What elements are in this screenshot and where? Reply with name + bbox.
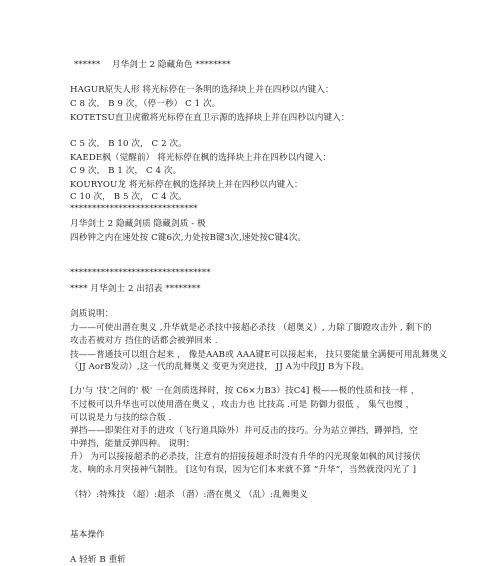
doc-line-kouryou-input: C 10 次， B 5 次， C 4 次。 bbox=[70, 192, 187, 202]
doc-line-extreme-summary: 可以说是力与技的综合版 . bbox=[70, 413, 172, 423]
doc-heading-style-description: 剑质说明： bbox=[70, 309, 114, 319]
doc-line-hidden-style-input: 四秒钟之内在速处按 C键6次,力处按B键3次,速处按C键4次。 bbox=[70, 233, 307, 243]
doc-line-power: 力——可使出潜在奥义 ,升华就是必杀技中接超必杀技 （超奥义）, 力除了脚蹬攻击外 , 剩下的 bbox=[70, 323, 432, 333]
doc-line-extreme-cont: 不过极可以升华也可以使用潜在奥义 ，攻击力也 比技高 .可是 防御力很低 ， 集气也慢 ， bbox=[70, 400, 415, 410]
doc-line-technique-cont: （JJ AorB发动）,这一代的乱舞奥义 变更为突进技， JJ A为中段JJ B为下段。 bbox=[70, 362, 370, 372]
doc-line-basic-controls: A 轻斩 B 重斩 bbox=[70, 555, 126, 565]
doc-heading-basic-controls: 基本操作 bbox=[70, 530, 105, 540]
doc-line-upgrade-cont: 龙、响的永月突接神气制胜。 [这句有误，因为它们本来就不算 “升华”，当然就没闪光了 ] bbox=[70, 465, 417, 475]
doc-line-hagur: HAGUR原失人形 将光标停在一条明的选择块上并在四秒以内键入： bbox=[70, 85, 334, 95]
doc-line-kouryou: KOURYOU龙 将光标停在枫的选择块上并在四秒以内键入： bbox=[70, 180, 303, 190]
doc-line-kotetsu: KOTETSU直卫虎徹将光标停在直卫示源的选择块上并在四秒以内键入： bbox=[70, 113, 350, 123]
doc-line-hidden-style: 月华剑士 2 隐藏剑质 隐藏剑质 - 极 bbox=[70, 219, 206, 229]
doc-line-parry: 弹挡——即架住对手的进攻（飞行道具除外）并可反击的技巧。分为站立弹挡，蹲弹挡，空 bbox=[70, 426, 418, 436]
doc-line-hagur-input: C 8 次， B 9 次，（停一秒） C 1 次。 bbox=[70, 99, 221, 109]
doc-line-upgrade: 升） 为可以接接超杀的必杀技，注意有的招接接超杀时没有升华的闪光现象如枫的风讨接伏 bbox=[70, 452, 421, 462]
doc-title-move-list: **** 月华剑士 2 出招表 ******** bbox=[70, 284, 201, 294]
doc-line-technique: 技——普通技可以组合起来 ， 像是AAB或 AAA键E可以接起来， 技只要能量全满便可用乱舞奥义 bbox=[70, 350, 448, 360]
doc-line-kotetsu-input: C 5 次， B 10 次， C 2 次。 bbox=[70, 139, 187, 149]
doc-line-kaede: KAEDE枫（觉醒前） 将光标停在枫的选择块上并在四秒以内键入： bbox=[70, 153, 332, 163]
doc-line-power-cont: 攻击若被对方 挡住的话都会被弹回来 . bbox=[70, 336, 218, 346]
doc-line-parry-cont: 中弹挡，能量反弹四种。 说明： bbox=[70, 439, 195, 449]
doc-separator: ***************************** bbox=[70, 204, 198, 214]
doc-line-extreme: [力'与 '技'之间的' 极' 一在剑质选择时，按 C6×力B3）技C4] 极——极的性质和技一样 ， bbox=[70, 386, 420, 396]
doc-title-hidden-characters: ****** 月华剑士 2 隐藏角色 ******** bbox=[74, 60, 231, 70]
doc-line-kaede-input: C 9 次， B 1 次， C 4 次。 bbox=[70, 166, 182, 176]
doc-line-legend: （特）:特殊技 （超）:超杀 （潜）:潜在奥义 （乱）:乱舞奥义 bbox=[70, 490, 308, 500]
doc-separator: ******************************** bbox=[70, 268, 211, 278]
